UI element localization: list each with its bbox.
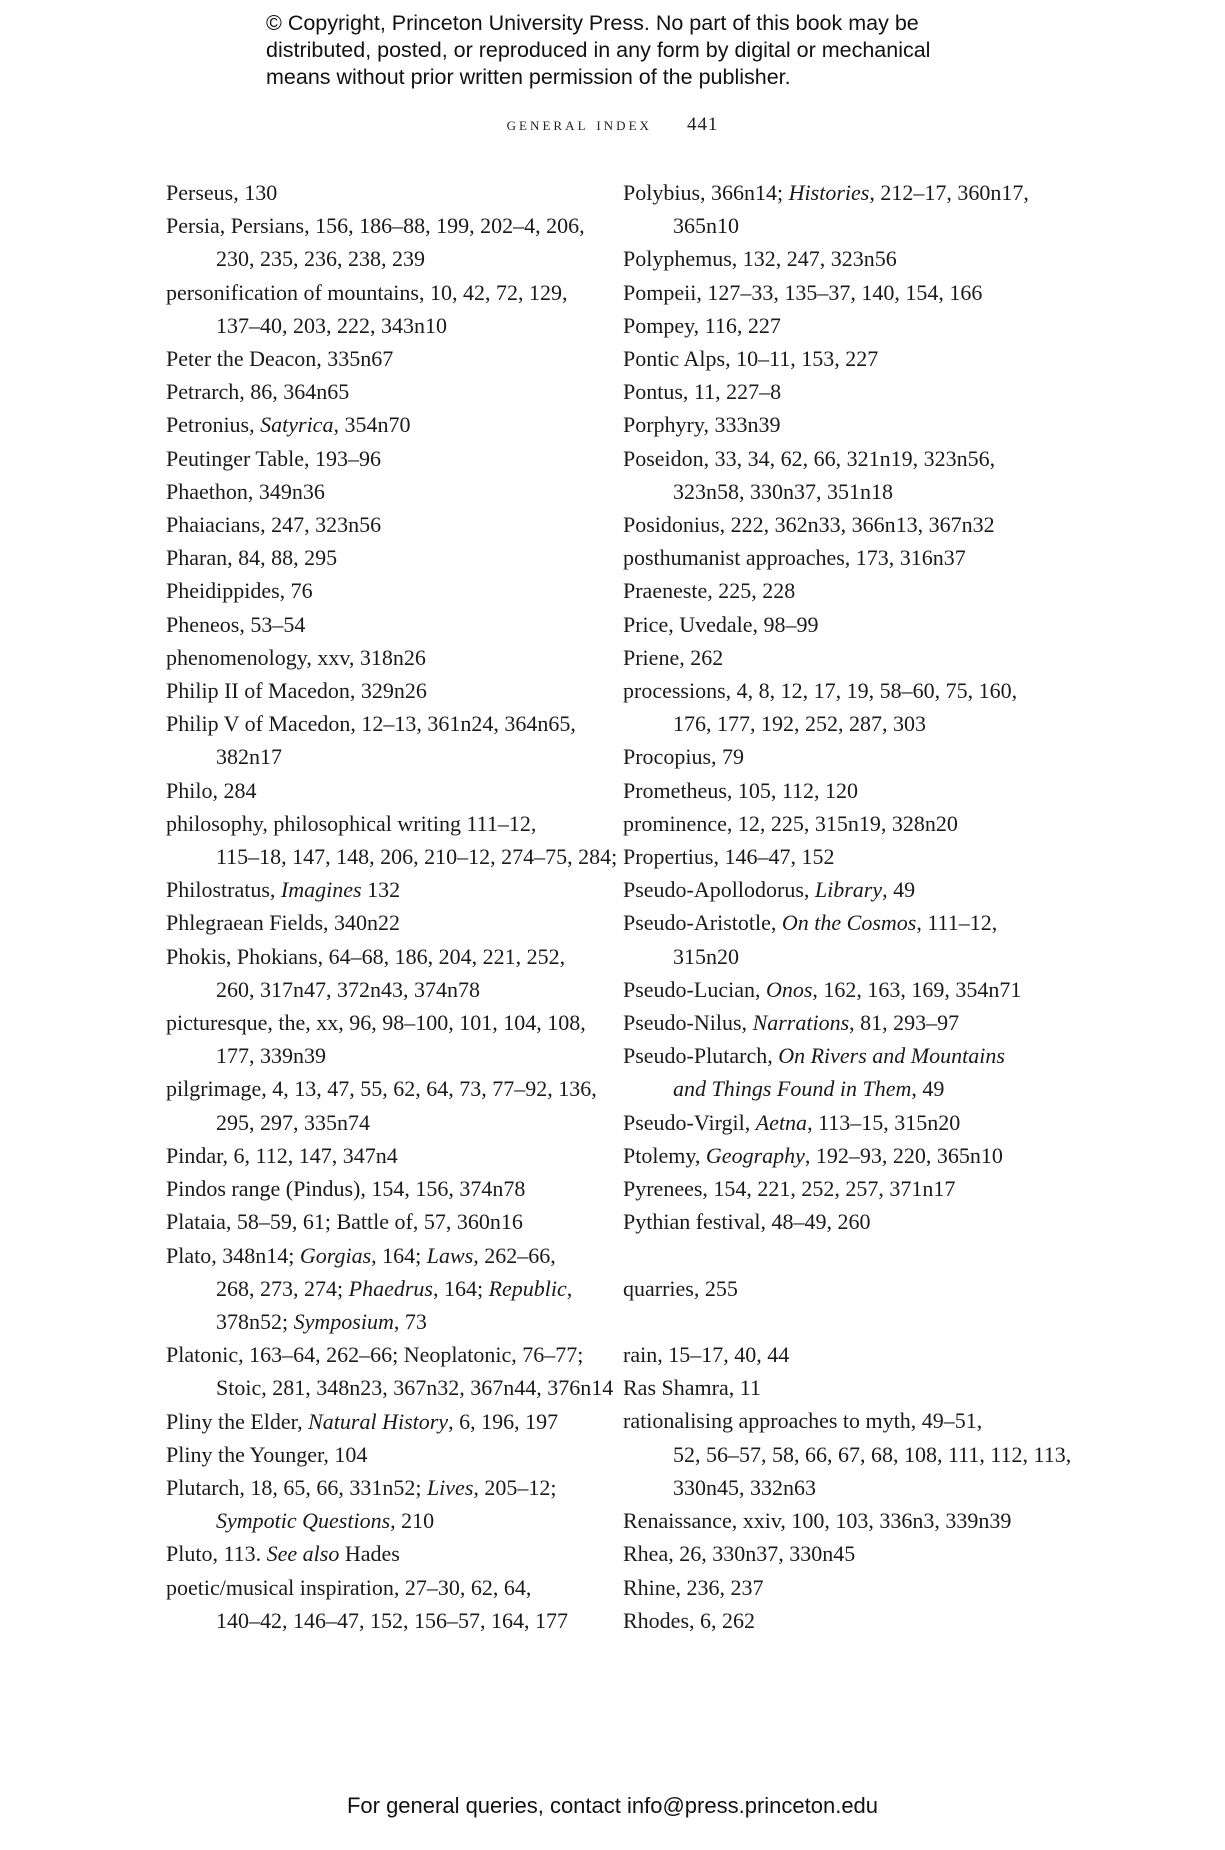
index-entry-text: Ptolemy, [623, 1142, 706, 1168]
index-entry-text: 52, 56–57, 58, 66, 67, 68, 108, 111, 112, 113, [673, 1441, 1072, 1467]
index-entry [166, 1438, 586, 1471]
index-entry-text: pilgrimage, 4, 13, 47, 55, 62, 64, 73, 77–92, 136, [166, 1076, 597, 1102]
index-entry-text: Pheidippides, 76 [166, 578, 313, 604]
index-entry-line [166, 342, 586, 375]
index-entry [623, 740, 1043, 773]
index-entry-text: Porphyry, 333n39 [623, 412, 781, 438]
index-entry [623, 276, 1043, 309]
index-entry-text: Polyphemus, 132, 247, 323n56 [623, 246, 897, 272]
index-entry-text: Pompeii, 127–33, 135–37, 140, 154, 166 [623, 279, 983, 305]
index-entry [166, 807, 618, 873]
index-entry-text: 140–42, 146–47, 152, 156–57, 164, 177 [216, 1607, 568, 1633]
index-entry-text: 295, 297, 335n74 [216, 1109, 370, 1135]
index-entry [623, 1172, 1043, 1205]
index-entry-text: Plutarch, 18, 65, 66, 331n52; [166, 1474, 427, 1500]
copyright-line: distributed, posted, or reproduced in any form by digital or mechanical [266, 38, 931, 62]
index-entry-line [166, 807, 586, 840]
index-entry-text: Plataia, 58–59, 61; Battle of, 57, 360n16 [166, 1209, 523, 1235]
index-entry-text: Platonic, 163–64, 262–66; Neoplatonic, 76–77; [166, 1342, 584, 1368]
index-entry-line [166, 906, 586, 939]
index-entry-text: Poseidon, 33, 34, 62, 66, 321n19, 323n56, [623, 445, 996, 471]
copyright-line: © Copyright, Princeton University Press. No part of this book may be [266, 11, 919, 35]
index-entry-text: 132 [361, 877, 401, 903]
index-entry [166, 1471, 586, 1537]
index-entry-title: Natural History [308, 1408, 449, 1434]
index-entry [623, 1537, 1043, 1570]
index-entry-title: See also [266, 1541, 340, 1567]
index-entry-text: , 111–12, [916, 910, 998, 936]
index-entry-text: 268, 273, 274; [216, 1275, 349, 1301]
index-entry [623, 1338, 1043, 1371]
index-entry-title: Republic [488, 1275, 567, 1301]
index-entry-text: Pindar, 6, 112, 147, 347n4 [166, 1142, 398, 1168]
index-entry-text: Perseus, 130 [166, 180, 278, 205]
index-entry-text: rain, 15–17, 40, 44 [623, 1342, 790, 1368]
index-entry-line [623, 608, 1043, 641]
index-entry-line [191, 309, 586, 342]
index-entry-line [623, 906, 1043, 939]
index-entry [623, 1504, 1043, 1537]
index-entry [623, 342, 1043, 375]
index-entry-title: Onos [765, 976, 813, 1002]
letter-gap [623, 1239, 1043, 1272]
index-entry-text: , 212–17, 360n17, [869, 180, 1029, 205]
index-entry-text: , 262–66, [473, 1242, 556, 1268]
index-entry-line [623, 176, 1043, 209]
index-entry [166, 707, 586, 773]
index-entry-line [623, 1338, 1043, 1371]
index-entry-text: Pliny the Elder, [166, 1408, 309, 1434]
index-entry-text: Stoic, 281, 348n23, 367n32, 367n44, 376n14 [216, 1375, 614, 1401]
index-entry-text: Phaethon, 349n36 [166, 478, 325, 504]
index-entry-text: Pseudo-Nilus, [623, 1010, 753, 1036]
index-entry [166, 1172, 586, 1205]
index-entry-line [166, 707, 586, 740]
index-entry-line [623, 1537, 1043, 1570]
index-entry [166, 608, 586, 641]
index-entry-text: 323n58, 330n37, 351n18 [673, 478, 893, 504]
index-entry-line [166, 1006, 586, 1039]
index-entry-text: Price, Uvedale, 98–99 [623, 611, 819, 637]
index-entry-line [623, 408, 1043, 441]
index-entry [623, 674, 1043, 740]
index-entry [623, 774, 1043, 807]
index-entry-text: quarries, 255 [623, 1275, 738, 1301]
index-entry-line [648, 209, 1043, 242]
index-entry [166, 1072, 597, 1138]
index-entry-line [166, 408, 586, 441]
index-entry-text: Pompey, 116, 227 [623, 312, 781, 338]
index-entry [623, 408, 1043, 441]
index-entry-line [623, 375, 1043, 408]
index-entry-line [648, 940, 1043, 973]
index-entry-text: posthumanist approaches, 173, 316n37 [623, 545, 966, 571]
page-number: 441 [687, 114, 719, 135]
index-entry-text: 260, 317n47, 372n43, 374n78 [216, 976, 480, 1002]
index-entry [166, 1537, 586, 1570]
index-entry-line [166, 1239, 586, 1272]
index-entry [166, 342, 586, 375]
index-entry-line [166, 276, 586, 309]
index-entry-title: Symposium [293, 1308, 394, 1334]
index-entry-text: Peutinger Table, 193–96 [166, 445, 381, 471]
index-entry-text: Pontic Alps, 10–11, 153, 227 [623, 346, 879, 372]
index-entry [166, 1139, 586, 1172]
index-entry [623, 840, 1043, 873]
index-entry-line [166, 1438, 586, 1471]
index-entry-line [648, 1438, 1072, 1471]
index-entry-text: Phlegraean Fields, 340n22 [166, 910, 401, 936]
index-entry-text: Pseudo-Apollodorus, [623, 877, 815, 903]
index-entry [166, 873, 586, 906]
index-entry-line [623, 641, 1043, 674]
index-entry [166, 1239, 586, 1339]
index-entry-line [166, 940, 586, 973]
running-head [0, 114, 1225, 136]
index-entry-text: prominence, 12, 225, 315n19, 328n20 [623, 810, 958, 836]
index-entry-line [166, 774, 586, 807]
index-entry [166, 375, 586, 408]
index-entry-text: Pliny the Younger, 104 [166, 1441, 368, 1467]
index-entry-line [191, 1305, 586, 1338]
index-entry [166, 1338, 614, 1404]
index-entry-line [166, 608, 586, 641]
index-entry-title: Library [814, 877, 883, 903]
index-entry-text: Pseudo-Lucian, [623, 976, 766, 1002]
index-entry-line [191, 1604, 586, 1637]
index-entry-line [191, 1106, 586, 1139]
index-entry [166, 276, 586, 342]
index-entry-line [166, 541, 586, 574]
index-entry-line [166, 475, 586, 508]
index-entry-text: , 6, 196, 197 [448, 1408, 559, 1434]
index-entry [623, 442, 1043, 508]
index-entry-text: Philo, 284 [166, 777, 257, 803]
index-entry-title: Histories [788, 180, 870, 205]
index-entry-line [191, 973, 586, 1006]
index-entry-line [623, 774, 1043, 807]
index-entry-text: Peter the Deacon, 335n67 [166, 346, 394, 372]
index-entry-line [166, 1172, 586, 1205]
index-entry-line [623, 1404, 1043, 1437]
index-entry-line [623, 1272, 1043, 1305]
index-entry-text: Pseudo-Aristotle, [623, 910, 782, 936]
index-entry [623, 1404, 1072, 1504]
index-entry-text: Renaissance, xxiv, 100, 103, 336n3, 339n39 [623, 1508, 1012, 1534]
index-entry-text: Plato, 348n14; [166, 1242, 300, 1268]
index-entry-line [191, 840, 618, 873]
index-entry-title: On Rivers and Mountains [778, 1043, 1005, 1069]
index-entry-line [166, 508, 586, 541]
index-entry-text: Petrarch, 86, 364n65 [166, 379, 350, 405]
index-entry-text: 382n17 [216, 744, 282, 770]
index-entry-line [623, 1571, 1043, 1604]
index-entry-text: , 49 [911, 1076, 945, 1102]
index-entry-line [623, 276, 1043, 309]
index-entry-text: Philip V of Macedon, 12–13, 361n24, 364n65, [166, 711, 576, 737]
index-entry-line [166, 442, 586, 475]
index-entry-text: Polybius, 366n14; [623, 180, 789, 205]
index-entry-line [623, 1172, 1043, 1205]
index-entry [623, 641, 1043, 674]
index-entry-line [623, 840, 1043, 873]
copyright-line: means without prior written permission of the publisher. [266, 65, 791, 89]
index-entry [623, 807, 1043, 840]
index-entry-line [623, 1371, 1043, 1404]
index-entry-text: 378n52; [216, 1308, 294, 1334]
index-entry-line [623, 1039, 1043, 1072]
index-entry-title: Lives [426, 1474, 474, 1500]
index-entry [623, 508, 1043, 541]
footer-contact [0, 1793, 1225, 1819]
index-entry-text: personification of mountains, 10, 42, 72, 129, [166, 279, 568, 305]
index-entry [166, 674, 586, 707]
index-entry-line [191, 1504, 586, 1537]
index-entry [166, 475, 586, 508]
index-entry-text: phenomenology, xxv, 318n26 [166, 644, 426, 670]
index-entry [623, 906, 1043, 972]
index-entry-line [648, 1471, 1043, 1504]
index-entry-title: Narrations [752, 1010, 850, 1036]
index-entry-line [191, 1371, 614, 1404]
index-entry-line [623, 1604, 1043, 1637]
index-entry-text: , 164; [432, 1275, 489, 1301]
running-head-title: general index [506, 114, 652, 135]
index-entry [623, 1272, 1043, 1305]
index-entry-text: , 354n70 [333, 412, 411, 438]
index-entry-text: Pythian festival, 48–49, 260 [623, 1209, 871, 1235]
index-entry-text: Petronius, [166, 412, 261, 438]
index-entry-text: , [566, 1275, 573, 1301]
index-entry-text: Priene, 262 [623, 644, 724, 670]
index-entry [623, 176, 1043, 242]
index-entry-line [166, 1338, 586, 1371]
index-entry-line [648, 475, 1043, 508]
index-entry [166, 940, 586, 1006]
index-entry-text: processions, 4, 8, 12, 17, 19, 58–60, 75, 160, [623, 678, 1018, 704]
index-entry-text: 176, 177, 192, 252, 287, 303 [673, 711, 926, 737]
index-entry-text: Pindos range (Pindus), 154, 156, 374n78 [166, 1176, 526, 1202]
index-entry-line [648, 707, 1043, 740]
index-entry-line [623, 740, 1043, 773]
index-entry-text: 137–40, 203, 222, 343n10 [216, 312, 447, 338]
index-entry-text: , 49 [882, 877, 916, 903]
index-entry [166, 541, 586, 574]
index-entry-text: 315n20 [673, 943, 739, 969]
index-entry-text: Philostratus, [166, 877, 281, 903]
index-entry-title: Gorgias [299, 1242, 372, 1268]
index-entry-line [623, 242, 1043, 275]
index-entry [166, 508, 586, 541]
index-entry-text: Posidonius, 222, 362n33, 366n13, 367n32 [623, 512, 995, 538]
index-entry-line [166, 1405, 586, 1438]
index-entry [623, 1371, 1043, 1404]
index-entry-line [166, 1205, 586, 1238]
index-entry-title: Imagines [280, 877, 362, 903]
index-entry-line [623, 508, 1043, 541]
index-entry-text: poetic/musical inspiration, 27–30, 62, 64, [166, 1574, 532, 1600]
index-entry-text: Ras Shamra, 11 [623, 1375, 761, 1401]
index-entry-text: Pseudo-Virgil, [623, 1109, 756, 1135]
index-entry [166, 1571, 586, 1637]
index-entry-line [623, 807, 1043, 840]
index-entry-text: 365n10 [673, 213, 739, 239]
index-entry-text: Rhine, 236, 237 [623, 1574, 764, 1600]
index-entry-line [623, 309, 1043, 342]
index-entry-text: , 192–93, 220, 365n10 [804, 1142, 1003, 1168]
index-entry-line [623, 442, 1043, 475]
index-entry-line [623, 674, 1043, 707]
index-entry [166, 442, 586, 475]
index-entry-text: Rhea, 26, 330n37, 330n45 [623, 1541, 856, 1567]
letter-gap [623, 1305, 1043, 1338]
index-entry-line [166, 176, 586, 209]
index-entry-text: , 113–15, 315n20 [807, 1109, 961, 1135]
index-column-left [166, 176, 618, 1637]
index-entry-title: Geography [705, 1142, 805, 1168]
index-entry-text: Procopius, 79 [623, 744, 744, 770]
index-entry-title: Laws [426, 1242, 474, 1268]
index-entry-text: Pyrenees, 154, 221, 252, 257, 371n17 [623, 1176, 956, 1202]
index-entry-text: 177, 339n39 [216, 1043, 326, 1069]
index-entry-text: , 73 [393, 1308, 427, 1334]
index-entry-title: Sympotic Questions [216, 1508, 391, 1534]
index-entry-line [191, 242, 586, 275]
index-entry-line [166, 574, 586, 607]
index-entry-text: Pheneos, 53–54 [166, 611, 306, 637]
index-entry-text: Prometheus, 105, 112, 120 [623, 777, 859, 803]
index-entry-text: , 205–12; [473, 1474, 557, 1500]
index-entry [623, 973, 1043, 1006]
index-entry-text: Pharan, 84, 88, 295 [166, 545, 338, 571]
index-entry-text: 230, 235, 236, 238, 239 [216, 246, 425, 272]
index-entry-text: , 210 [390, 1508, 435, 1534]
index-entry [623, 608, 1043, 641]
index-entry [166, 176, 586, 209]
index-entry-text: Phokis, Phokians, 64–68, 186, 204, 221, 252, [166, 943, 566, 969]
index-entry-line [623, 1205, 1043, 1238]
index-entry-text: , 162, 163, 169, 354n71 [812, 976, 1022, 1002]
index-entry [166, 641, 586, 674]
index-entry-line [166, 1072, 597, 1105]
index-entry-line [623, 1139, 1043, 1172]
index-entry-line [166, 641, 586, 674]
index-entry-line [166, 873, 586, 906]
index-column-right [623, 176, 1072, 1637]
index-entry-line [166, 1139, 586, 1172]
index-entry [623, 242, 1043, 275]
index-entry-line [166, 1537, 586, 1570]
index-entry-title: Satyrica [260, 412, 334, 438]
index-entry [623, 1006, 1043, 1039]
index-entry-line [623, 1504, 1043, 1537]
index-entry [166, 209, 586, 275]
index-entry-line [191, 1272, 586, 1305]
copyright-notice [266, 10, 1026, 91]
index-entry-text: Praeneste, 225, 228 [623, 578, 796, 604]
index-entry-line [623, 973, 1043, 1006]
index-entry-line [623, 1006, 1043, 1039]
index-entry-text: 115–18, 147, 148, 206, 210–12, 274–75, 284; [216, 844, 618, 870]
index-entry [623, 375, 1043, 408]
index-entry-text: Propertius, 146–47, 152 [623, 844, 835, 870]
index-entry-line [166, 209, 586, 242]
index-entry-line [623, 1106, 1043, 1139]
index-entry-line [648, 1072, 1043, 1105]
index-entry [623, 574, 1043, 607]
index-entry [623, 1139, 1043, 1172]
index-entry-text: Pseudo-Plutarch, [623, 1043, 779, 1069]
index-entry [623, 1039, 1043, 1105]
index-entry [623, 1205, 1043, 1238]
index-entry-text: Hades [339, 1541, 400, 1567]
index-entry-text: , 81, 293–97 [849, 1010, 960, 1036]
index-entry-text: Persia, Persians, 156, 186–88, 199, 202–4, 206, [166, 213, 585, 239]
index-entry-line [191, 740, 586, 773]
index-entry-line [191, 1039, 586, 1072]
index-entry [623, 1571, 1043, 1604]
index-entry [166, 1006, 586, 1072]
index-entry-text: Philip II of Macedon, 329n26 [166, 678, 427, 704]
index-entry-line [166, 375, 586, 408]
index-entry [166, 906, 586, 939]
index-entry-title: Aetna [755, 1109, 808, 1135]
index-entry-text: Phaiacians, 247, 323n56 [166, 512, 382, 538]
index-entry [166, 774, 586, 807]
index-entry-text: Rhodes, 6, 262 [623, 1607, 755, 1633]
index-entry [623, 1106, 1043, 1139]
index-entry-text: , 164; [371, 1242, 427, 1268]
index-entry [623, 541, 1043, 574]
index-entry-text: Pluto, 113. [166, 1541, 267, 1567]
index-entry-line [166, 674, 586, 707]
index-entry-line [623, 541, 1043, 574]
index-entry-text: rationalising approaches to myth, 49–51, [623, 1408, 983, 1434]
index-entry-line [166, 1571, 586, 1604]
index-entry-line [623, 342, 1043, 375]
index-entry-title: Phaedrus [348, 1275, 433, 1301]
index-entry [166, 574, 586, 607]
index-entry-text: picturesque, the, xx, 96, 98–100, 101, 104, 108, [166, 1010, 586, 1036]
index-entry [623, 309, 1043, 342]
index-entry-line [166, 1471, 586, 1504]
index-entry [166, 1205, 586, 1238]
index-entry-text: philosophy, philosophical writing 111–12, [166, 810, 537, 836]
index-entry-text: 330n45, 332n63 [673, 1474, 816, 1500]
index-entry-line [623, 574, 1043, 607]
index-entry [623, 1604, 1043, 1637]
index-entry-title: and Things Found in Them [673, 1076, 912, 1102]
index-entry [166, 1405, 586, 1438]
index-entry [166, 408, 586, 441]
footer-text: For general queries, contact info@press.princeton.edu [346, 1793, 879, 1818]
index-entry [623, 873, 1043, 906]
index-entry-text: Pontus, 11, 227–8 [623, 379, 782, 405]
index-entry-title: On the Cosmos [781, 910, 917, 936]
index-entry-line [623, 873, 1043, 906]
